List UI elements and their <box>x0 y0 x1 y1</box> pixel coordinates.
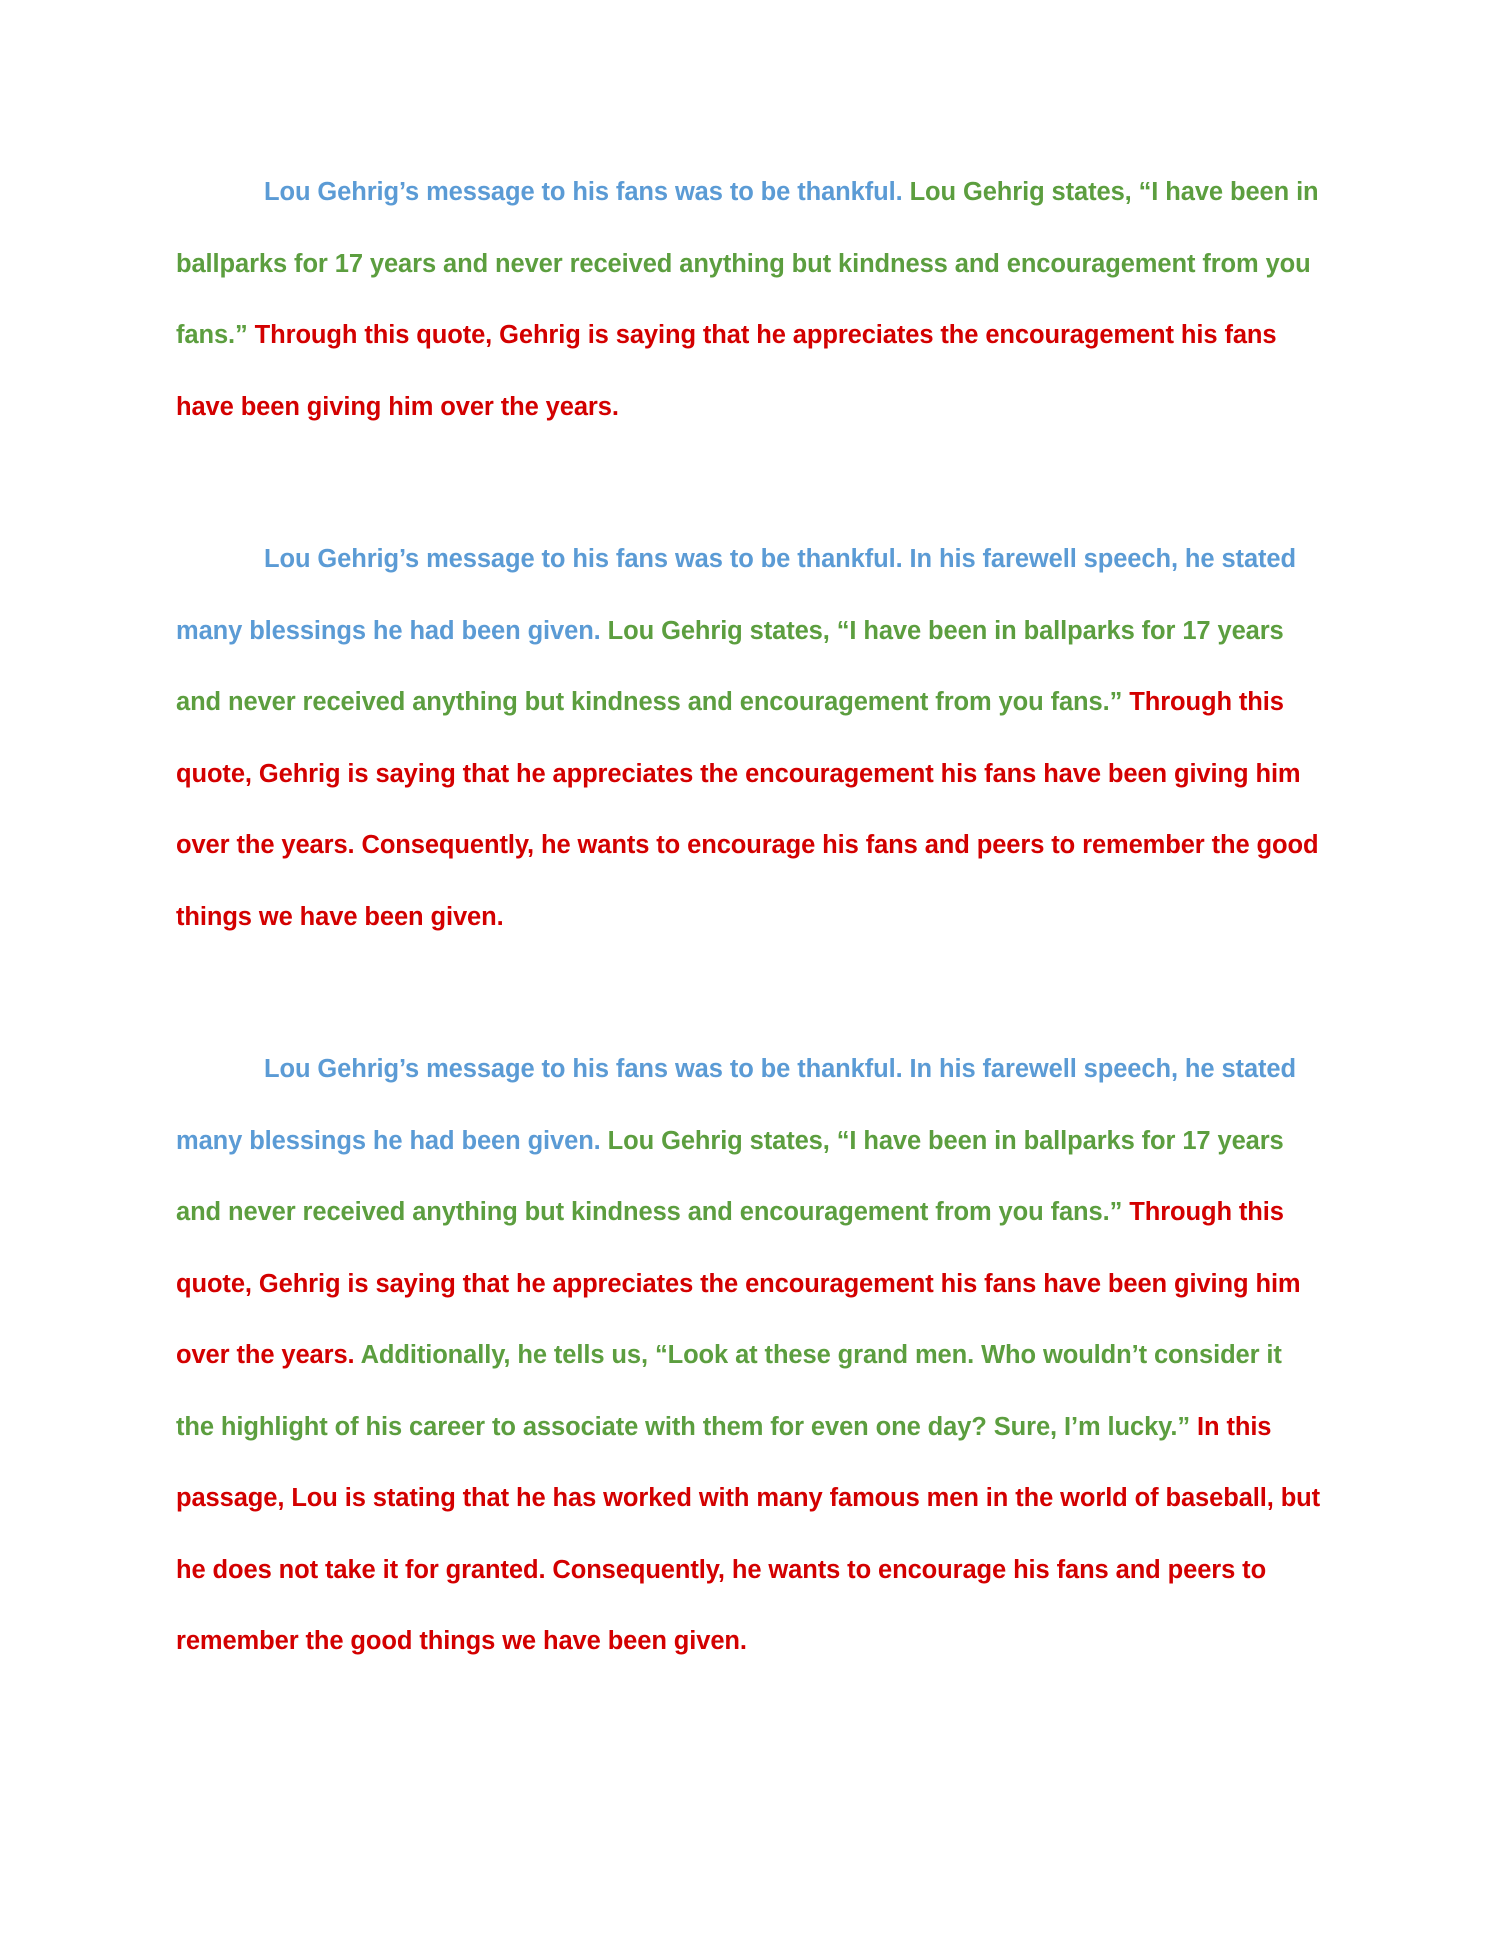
analysis-text-2: In this passage, Lou is stating that he has worked with many famous men in the world of baseball, but he does not take it for granted. Consequently, he wants to encourage his fans and peers to remember the good things we have been given. <box>176 1412 1321 1655</box>
paragraph-2 <box>176 524 1326 953</box>
claim-text: Lou Gehrig’s message to his fans was to be thankful. In his farewell speech, he stated many blessings he had been given. <box>176 1055 1296 1155</box>
paragraph-3 <box>176 1034 1326 1678</box>
evidence-text: Lou Gehrig states, “I have been in ballparks for 17 years and never received anything but kindness and encouragement from you fans.” <box>176 1126 1284 1226</box>
claim-text: Lou Gehrig’s message to his fans was to be thankful. In his farewell speech, he stated many blessings he had been given. <box>176 545 1296 645</box>
claim-text: Lou Gehrig’s message to his fans was to be thankful. <box>264 178 903 206</box>
evidence-text-2: Additionally, he tells us, “Look at these grand men. Who wouldn’t consider it the highlight of his career to associate with them for even one day? Sure, I’m lucky.” <box>176 1341 1282 1441</box>
paragraph-1 <box>176 157 1326 443</box>
analysis-text: Through this quote, Gehrig is saying that he appreciates the encouragement his fans have been giving him over the years. <box>176 1198 1301 1369</box>
analysis-text: Through this quote, Gehrig is saying that he appreciates the encouragement his fans have been giving him over the years. <box>176 321 1277 421</box>
evidence-text: Lou Gehrig states, “I have been in ballparks for 17 years and never received anything but kindness and encouragement from you fans.” <box>176 616 1284 716</box>
analysis-text: Through this quote, Gehrig is saying that he appreciates the encouragement his fans have been giving him over the years. Consequently, he wants to encourage his fans and peers to remember the good things we have been given. <box>176 688 1319 931</box>
evidence-text: Lou Gehrig states, “I have been in ballparks for 17 years and never received anything but kindness and encouragement from you fans.” <box>176 178 1319 349</box>
